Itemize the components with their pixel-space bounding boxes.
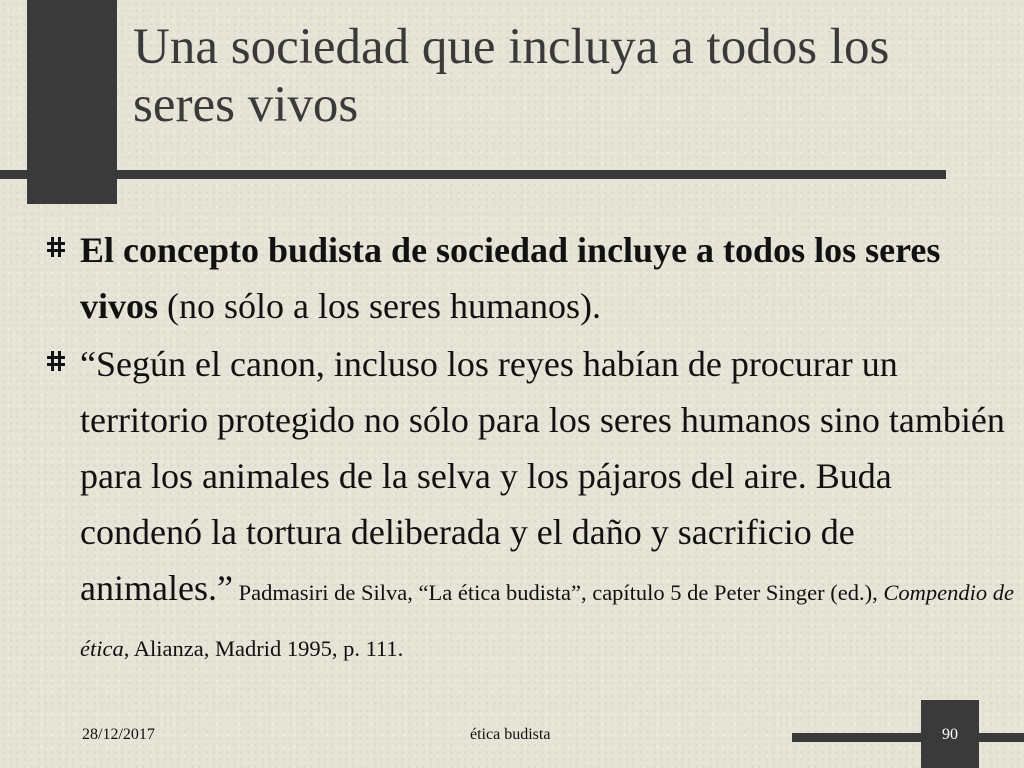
slide-title: Una sociedad que incluya a todos los seres vivos	[133, 19, 890, 133]
slide-content	[46, 222, 1016, 672]
quote-text: “Según el canon, incluso los reyes habían de procurar un territorio protegido no sólo para los seres humanos sino también para los animales de la selva y los pájaros del aire. Buda condenó la tortura deliberada y el daño y sacrificio de animales.”	[80, 344, 1005, 608]
decorative-title-underline	[0, 170, 946, 179]
hash-bullet-icon	[46, 236, 66, 258]
citation-intro: Padmasiri de Silva, “La ética budista”, capítulo 5 de Peter Singer (ed.),	[232, 580, 884, 605]
bullet-text-2	[80, 336, 1016, 672]
footer-date: 28/12/2017	[82, 726, 155, 743]
bullet-item-1	[46, 222, 1016, 334]
citation-end: , Alianza, Madrid 1995, p. 111.	[123, 636, 404, 661]
citation-book-title: Compendio de ética	[80, 580, 1014, 661]
hash-bullet-icon	[46, 350, 66, 372]
bullet-text-1	[80, 222, 1016, 334]
bullet-1-bold-text: El concepto budista de sociedad incluye a todos los seres vivos	[80, 230, 941, 326]
bullet-1-rest-text: (no sólo a los seres humanos).	[158, 286, 601, 326]
bullet-item-2	[46, 336, 1016, 672]
page-number: 90	[942, 726, 958, 743]
decorative-footer-line	[792, 733, 1024, 742]
footer-center-text: ética budista	[470, 726, 551, 743]
